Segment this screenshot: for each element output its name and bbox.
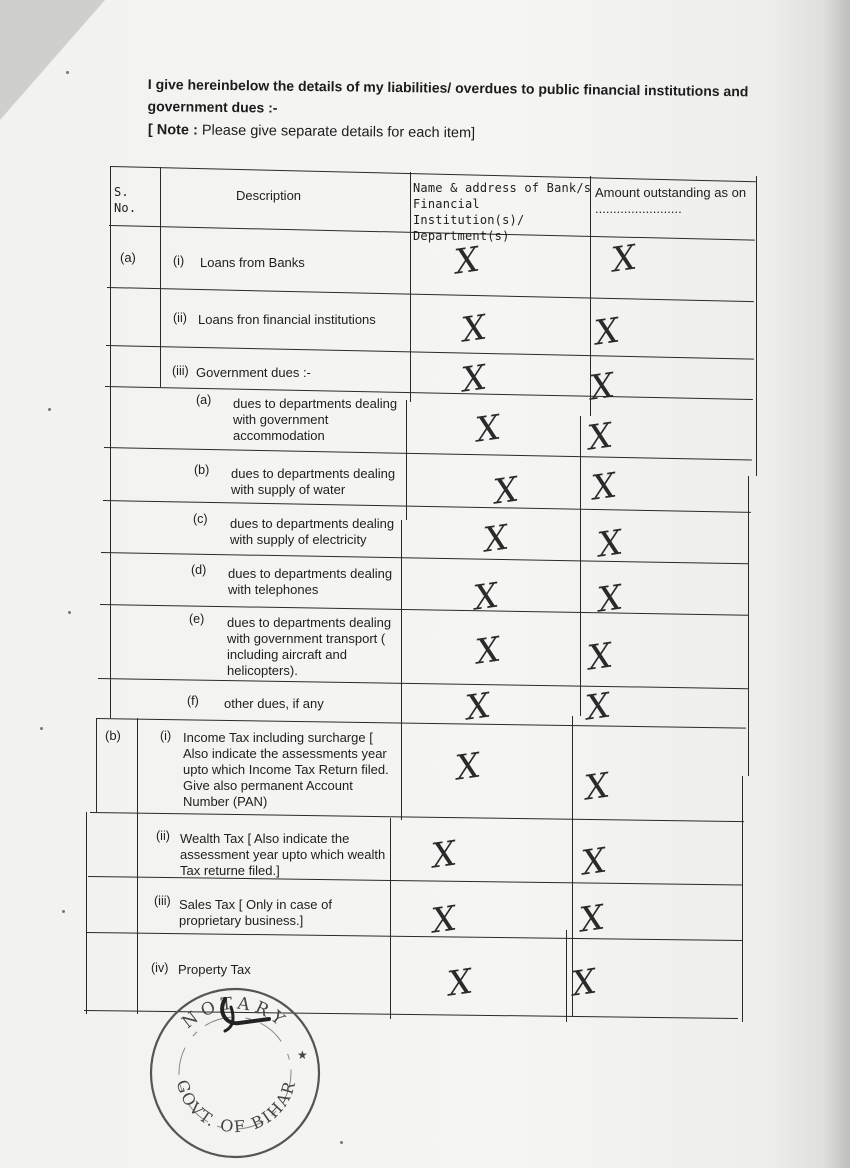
row-10-sno: (b) (105, 728, 121, 743)
row-13-amount-mark: X (569, 961, 599, 1005)
row-13-bank-mark: X (445, 961, 475, 1005)
row-9-amount-mark: X (583, 685, 613, 729)
speck (340, 1141, 343, 1144)
row-1-number: (i) (173, 254, 185, 268)
row-13-description: Property Tax (178, 962, 251, 977)
svg-text:★: ★ (297, 1048, 308, 1062)
row-4-number: (a) (196, 393, 212, 407)
row-1-sno: (a) (120, 250, 136, 265)
note-text: Please give separate details for each item] (201, 122, 476, 142)
row-6-number: (c) (193, 512, 208, 526)
row-10-description: Income Tax including surcharge [ Also indicate the assessments year upto which Income Tax Return filed. Give also permanent Account Number (PAN) (183, 730, 389, 809)
row-13-number: (iv) (151, 961, 169, 975)
row-6-description: dues to departments dealing with supply of electricity (230, 516, 395, 547)
row-11-amount-mark: X (579, 840, 609, 884)
row-5-amount-mark: X (589, 465, 619, 509)
row-6-amount-mark: X (595, 522, 625, 566)
row-5-description: dues to departments dealing with supply of water (231, 466, 396, 497)
row-10-bank-mark: X (453, 745, 483, 789)
speck (48, 408, 51, 411)
row-1-amount-mark: X (609, 237, 639, 281)
speck (66, 71, 69, 74)
row-8-amount-mark: X (585, 635, 615, 679)
note-line (148, 122, 475, 141)
notary-seal (147, 985, 323, 1161)
speck (68, 611, 71, 614)
header-sno: S. No. (114, 185, 137, 215)
header-amount: Amount outstanding as on ........................ (595, 185, 747, 216)
row-2-number: (ii) (173, 311, 187, 325)
page-edge-shadow (824, 0, 850, 1168)
row-3-number: (iii) (172, 364, 189, 378)
row-9-number: (f) (187, 694, 199, 708)
row-4-amount-mark: X (585, 415, 615, 459)
row-4-bank-mark: X (473, 407, 503, 451)
row-3-amount-mark: X (587, 365, 617, 409)
row-8-description: dues to departments dealing with government transport ( including aircraft and helicopters). (227, 615, 392, 678)
row-12-amount-mark: X (577, 897, 607, 941)
header-name-address: Name & address of Bank/s Financial Institution(s)/ Department(s) (413, 181, 592, 243)
row-11-description: Wealth Tax [ Also indicate the assessment year upto which wealth Tax returne filed.] (180, 831, 386, 878)
row-8-number: (e) (189, 612, 205, 626)
row-10-number: (i) (160, 729, 172, 743)
row-9-description: other dues, if any (224, 696, 324, 711)
row-2-bank-mark: X (459, 307, 489, 351)
row-1-bank-mark: X (452, 239, 482, 283)
row-11-bank-mark: X (429, 833, 459, 877)
speck (62, 910, 65, 913)
row-7-bank-mark: X (471, 575, 501, 619)
row-12-bank-mark: X (429, 898, 459, 942)
row-7-amount-mark: X (595, 577, 625, 621)
row-4-description: dues to departments dealing with government accommodation (233, 396, 398, 443)
row-6-bank-mark: X (481, 517, 511, 561)
row-7-number: (d) (191, 563, 207, 577)
page-corner-fold (0, 0, 105, 120)
row-5-bank-mark: X (491, 469, 521, 513)
header-description: Description (236, 188, 302, 203)
row-10-amount-mark: X (582, 765, 612, 809)
seal-bottom-text: GOVT. OF BIHAR (172, 1077, 300, 1137)
row-3-bank-mark: X (459, 357, 489, 401)
row-9-bank-mark: X (463, 685, 493, 729)
row-5-number: (b) (194, 463, 210, 477)
row-11-number: (ii) (156, 829, 170, 843)
row-12-description: Sales Tax [ Only in case of proprietary business.] (179, 897, 332, 928)
seal-top-text: NOTARY (178, 993, 292, 1033)
intro-statement: I give hereinbelow the details of my liabilities/ overdues to public financial institutions and government dues :- (147, 75, 749, 116)
row-2-description: Loans fron financial institutions (198, 312, 376, 327)
svg-text:GOVT. OF BIHAR (173, 1078, 300, 1137)
speck (40, 727, 43, 730)
row-7-description: dues to departments dealing with telephones (228, 566, 393, 597)
note-label: [ Note : (147, 122, 198, 139)
row-1-description: Loans from Banks (200, 255, 305, 270)
row-3-description: Government dues :- (196, 365, 311, 380)
row-12-number: (iii) (154, 894, 171, 908)
row-2-amount-mark: X (592, 310, 622, 354)
row-8-bank-mark: X (473, 629, 503, 673)
